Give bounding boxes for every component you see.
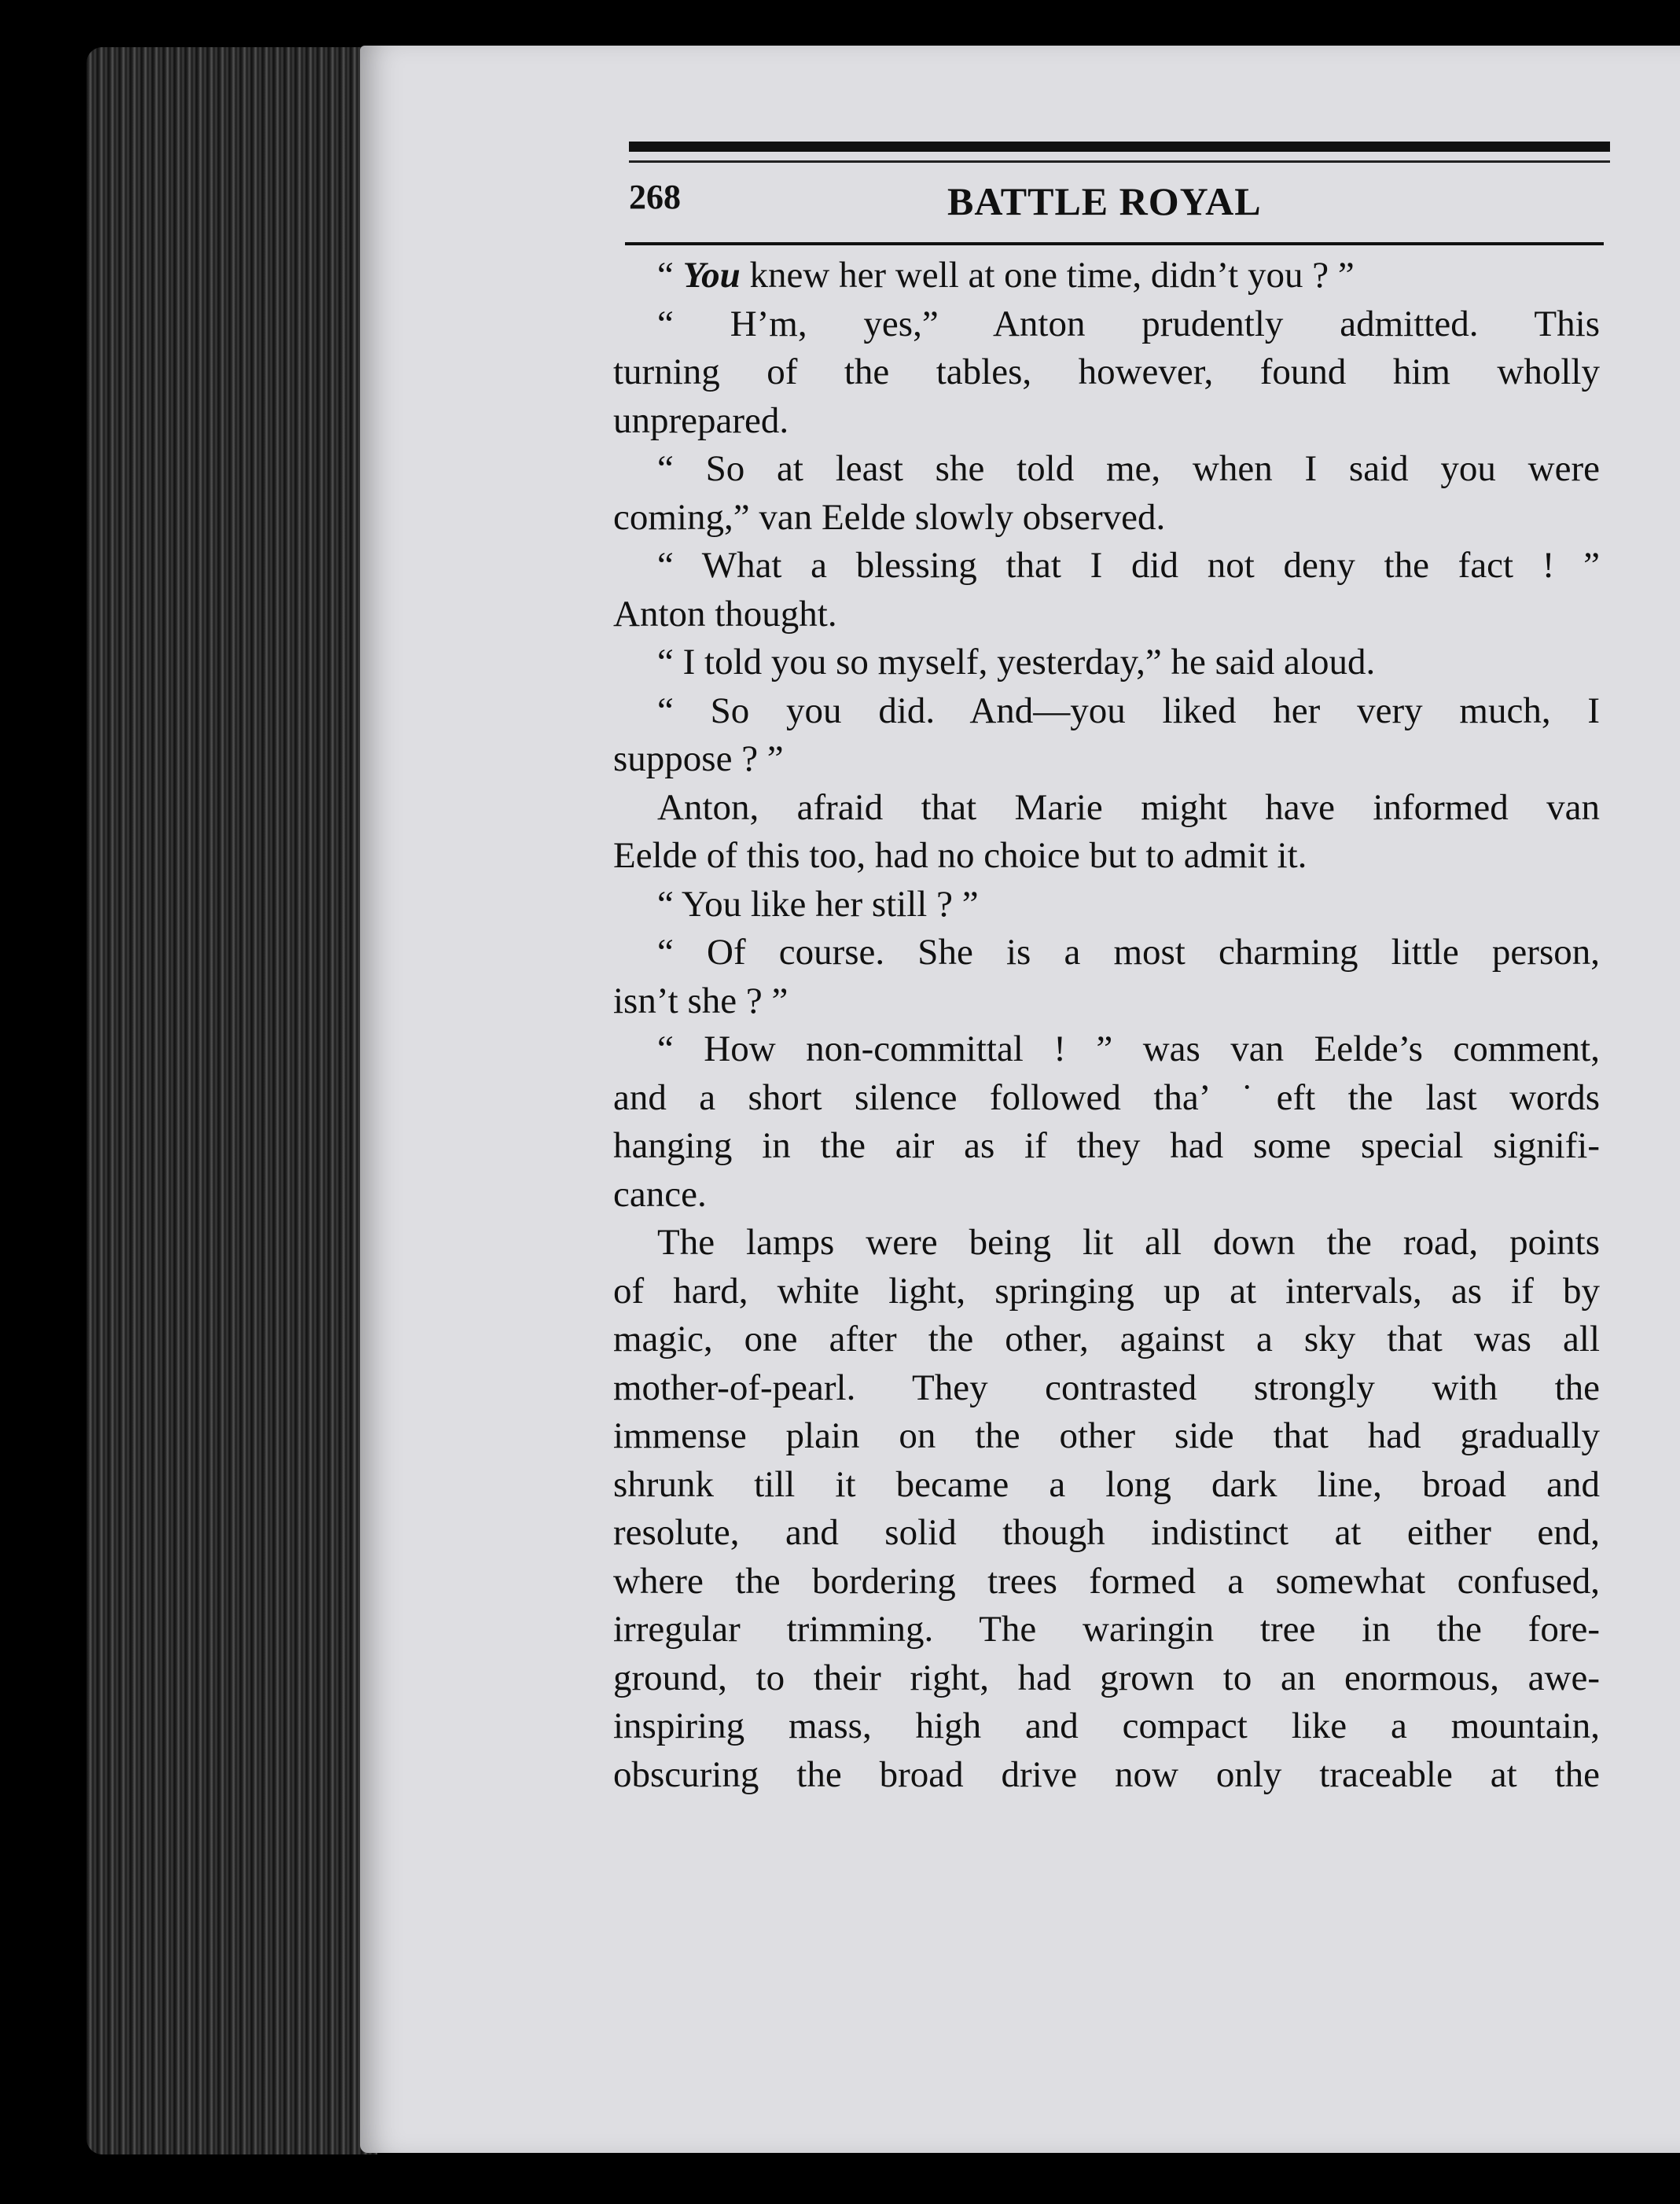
- text-line: inspiring mass, high and compact like a mountain,: [613, 1705, 1600, 1746]
- running-title: BATTLE ROYAL: [947, 179, 1262, 223]
- text-line: coming,” van Eelde slowly observed.: [613, 496, 1166, 538]
- header-rule-thin: [629, 160, 1610, 163]
- text-line: “ You knew her well at one time, didn’t you ? ”: [657, 255, 1355, 296]
- text-line: irregular trimming. The waringin tree in the fore-: [613, 1609, 1600, 1650]
- header-underline-rule: [625, 242, 1604, 245]
- text-line: where the bordering trees formed a somewhat confused,: [613, 1560, 1600, 1602]
- text-line: shrunk till it became a long dark line, broad and: [613, 1463, 1600, 1505]
- text-line: “ So you did. And—you liked her very much, I: [657, 690, 1600, 731]
- text-line: unprepared.: [613, 399, 789, 441]
- text-line: “ I told you so myself, yesterday,” he said aloud.: [657, 642, 1376, 683]
- text-line: and a short silence followed tha’ ˙eft the last words: [613, 1076, 1600, 1118]
- text-line: The lamps were being lit all down the road, points: [657, 1222, 1600, 1263]
- text-line: Anton thought.: [613, 593, 837, 635]
- page-number: 268: [629, 178, 681, 216]
- text-line: magic, one after the other, against a sky that was all: [613, 1319, 1600, 1360]
- text-line: cance.: [613, 1173, 707, 1215]
- header-rule-thick: [629, 142, 1610, 152]
- text-line: obscuring the broad drive now only traceable at the: [613, 1753, 1600, 1795]
- book-page-edges: [86, 47, 377, 2154]
- text-line: ground, to their right, had grown to an enormous, awe-: [613, 1657, 1600, 1698]
- text-line: “ How non-committal ! ” was van Eelde’s comment,: [657, 1028, 1600, 1069]
- text-line: Anton, afraid that Marie might have informed van: [657, 786, 1600, 828]
- text-line: “ So at least she told me, when I said you were: [657, 448, 1600, 489]
- text-line: “ What a blessing that I did not deny the fact ! ”: [657, 545, 1600, 586]
- text-line: Eelde of this too, had no choice but to admit it.: [613, 835, 1307, 876]
- text-line: resolute, and solid though indistinct at either end,: [613, 1512, 1600, 1553]
- emphasis: You: [682, 255, 741, 296]
- text-line: isn’t she ? ”: [613, 980, 789, 1021]
- text-line: “ H’m, yes,” Anton prudently admitted. This: [657, 303, 1600, 344]
- body-text: [613, 252, 1600, 1799]
- text-line: turning of the tables, however, found him wholly: [613, 351, 1600, 392]
- text-line: hanging in the air as if they had some special signifi-: [613, 1125, 1600, 1166]
- text-line: immense plain on the other side that had gradually: [613, 1415, 1600, 1456]
- text-line: of hard, white light, springing up at intervals, as if by: [613, 1270, 1600, 1312]
- text-line: suppose ? ”: [613, 738, 784, 779]
- running-header: [629, 177, 1604, 232]
- text-line: “ Of course. She is a most charming little person,: [657, 932, 1600, 973]
- text-line: “ You like her still ? ”: [657, 883, 979, 925]
- text-line: mother-of-pearl. They contrasted strongly with the: [613, 1367, 1600, 1408]
